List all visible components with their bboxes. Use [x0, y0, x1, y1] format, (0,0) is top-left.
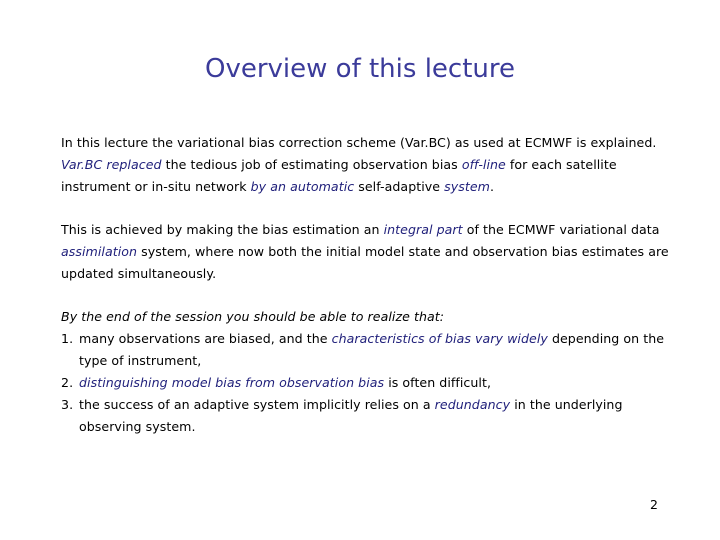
text-run: many observations are biased, and the: [79, 331, 332, 346]
paragraph-intro: [61, 132, 676, 198]
text-run: in the underlying observing system.: [79, 397, 623, 434]
text-run: self-adaptive: [354, 179, 445, 194]
highlighted-phrase: characteristics of bias vary widely: [331, 331, 548, 346]
list-intro: By the end of the session you should be able to realize that:: [61, 309, 445, 324]
highlighted-phrase: redundancy: [434, 397, 511, 412]
highlighted-phrase: assimilation: [61, 244, 138, 259]
highlighted-phrase: distinguishing model bias from observation bias: [79, 375, 385, 390]
list-item-number: 3.: [61, 397, 74, 412]
highlighted-phrase: by an automatic: [250, 179, 355, 194]
list-item-text: [79, 372, 676, 394]
text-run: the success of an adaptive system implicitly relies on a: [79, 397, 435, 412]
list-item: [61, 372, 676, 394]
text-run: In this lecture the variational bias correction scheme (Var.BC) as used at ECMWF is explained.: [61, 135, 657, 150]
text-run: depending on the type of instrument,: [79, 331, 665, 368]
paragraph-text: [61, 132, 676, 198]
list-item-number: 1.: [61, 331, 74, 346]
list-item-number: 2.: [61, 375, 74, 390]
objectives-list: [61, 328, 676, 438]
text-run: the tedious job of estimating observation bias: [161, 157, 462, 172]
learning-objectives: [61, 306, 676, 438]
page-number: 2: [650, 497, 658, 512]
text-run: .: [489, 179, 495, 194]
highlighted-phrase: system: [444, 179, 490, 194]
slide-title: Overview of this lecture: [204, 54, 515, 84]
highlighted-phrase: off-line: [461, 157, 506, 172]
slide-content: [61, 132, 676, 459]
highlighted-phrase: integral part: [383, 222, 463, 237]
text-run: is often difficult,: [384, 375, 492, 390]
list-item-text: [79, 328, 676, 372]
text-run: system, where now both the initial model state and observation bias estimates are updated simultaneously.: [61, 244, 669, 281]
text-run: This is achieved by making the bias estimation an: [61, 222, 384, 237]
highlighted-phrase: Var.BC replaced: [61, 157, 162, 172]
list-item: [61, 328, 676, 372]
list-item: [61, 394, 676, 438]
paragraph-achievement: [61, 219, 676, 285]
text-run: of the ECMWF variational data: [462, 222, 660, 237]
text-run: for each satellite instrument or in-situ network: [61, 157, 617, 194]
list-item-text: [79, 394, 676, 438]
paragraph-text: [61, 219, 676, 285]
